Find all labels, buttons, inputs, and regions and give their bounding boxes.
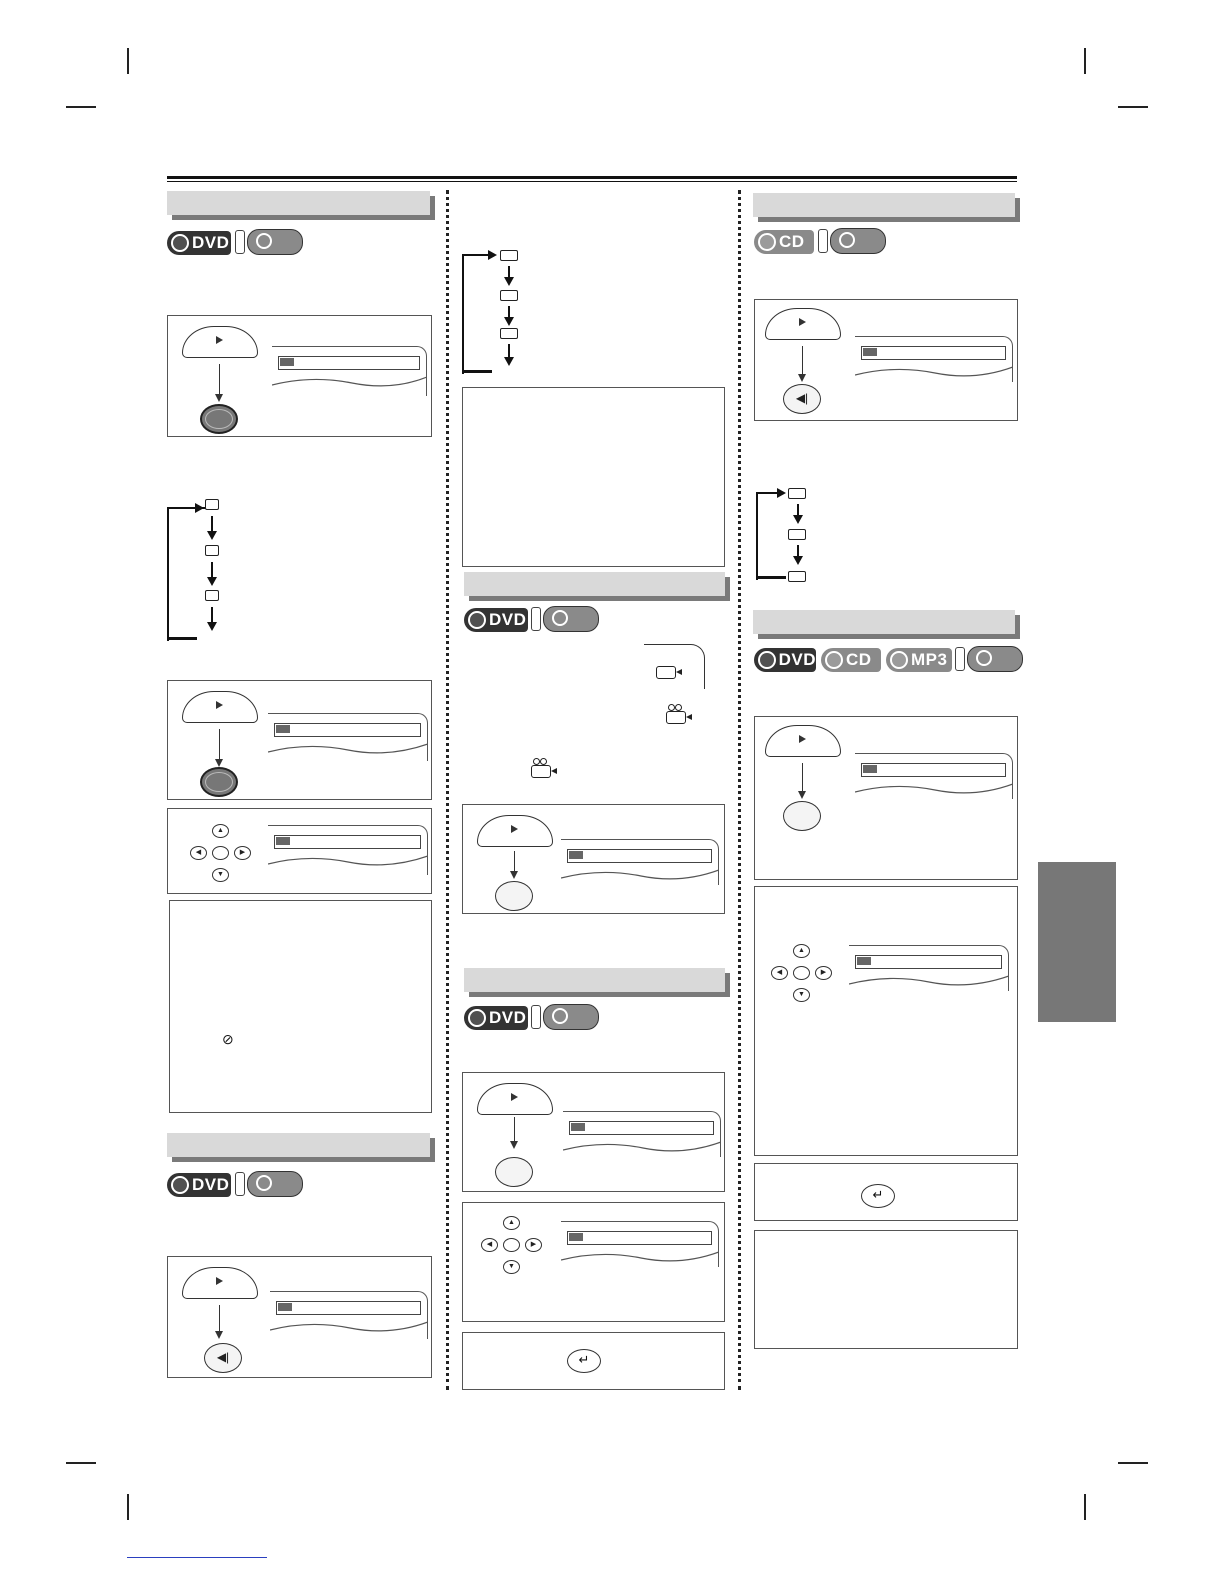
cycle-arrowhead — [777, 488, 786, 498]
prohibited-icon: ⊘ — [222, 1031, 234, 1047]
instruction-panel — [462, 1332, 725, 1390]
osd-screen — [855, 753, 1013, 799]
cursor-pad[interactable] — [180, 819, 260, 889]
cursor-pad[interactable] — [471, 1211, 551, 1281]
flow-arrow — [508, 344, 510, 364]
flow-arrow — [508, 306, 510, 324]
flow-arrow — [219, 1305, 220, 1337]
right-button[interactable]: ▶ — [815, 966, 832, 980]
dvd-badge: DVD — [167, 1173, 231, 1197]
flow-arrow — [211, 562, 213, 584]
dvd-badge: DVD — [754, 648, 816, 672]
angle-button[interactable] — [495, 881, 533, 911]
right-button[interactable]: ▶ — [234, 846, 251, 860]
audio-wave-icon — [788, 529, 806, 540]
subtitle-button[interactable] — [200, 404, 238, 434]
disc-icon — [468, 1009, 486, 1027]
crop-mark — [1118, 1462, 1148, 1464]
crop-mark — [66, 106, 96, 108]
flow-arrow — [797, 545, 799, 563]
camera-angle-icon — [656, 666, 676, 679]
instruction-panel — [462, 804, 725, 914]
section-header-bar — [753, 193, 1015, 217]
disc-icon — [825, 651, 843, 669]
down-button[interactable]: ▼ — [503, 1260, 520, 1274]
crop-mark — [66, 1462, 96, 1464]
cycle-bracket — [167, 507, 209, 641]
menu-icon — [571, 1123, 585, 1131]
flow-arrow — [219, 364, 220, 400]
flow-arrow — [219, 729, 220, 765]
up-button[interactable]: ▲ — [793, 944, 810, 958]
crop-mark — [1084, 1494, 1086, 1520]
crop-mark — [127, 1494, 129, 1520]
remote-control-icon — [531, 1004, 599, 1030]
osd-screen — [272, 346, 427, 396]
section-header-bar — [464, 968, 725, 992]
note-panel — [169, 900, 432, 1113]
mode-icon — [863, 765, 877, 773]
instruction-panel — [754, 716, 1018, 880]
subtitle-icon — [276, 837, 290, 845]
osd-screen — [563, 1111, 721, 1157]
dvd-badge: DVD — [464, 608, 528, 632]
display-button[interactable] — [182, 691, 258, 723]
cycle-arrowhead — [488, 250, 497, 260]
display-button[interactable] — [182, 1267, 258, 1299]
enter-center-button[interactable] — [793, 966, 810, 980]
cycle-bracket-bottom — [167, 637, 197, 640]
remote-control-icon — [818, 228, 886, 254]
remote-control-icon — [955, 646, 1023, 672]
display-button[interactable] — [477, 1083, 553, 1115]
osd-screen — [849, 945, 1009, 991]
return-button[interactable]: ↵ — [861, 1184, 895, 1208]
left-button[interactable]: ◀ — [771, 966, 788, 980]
audio-wave-icon — [500, 328, 518, 339]
osd-screen — [561, 1221, 719, 1267]
section-header-bar — [464, 572, 725, 596]
remote-control-icon — [531, 606, 599, 632]
audio-wave-icon — [500, 250, 518, 261]
cycle-bracket-bottom — [756, 576, 786, 579]
flow-arrow — [211, 607, 213, 629]
instruction-panel — [167, 808, 432, 894]
disc-icon — [890, 651, 908, 669]
audio-button[interactable]: ◀| — [204, 1343, 242, 1373]
remote-control-icon — [235, 1171, 303, 1197]
flow-arrow — [211, 516, 213, 538]
up-button[interactable]: ▲ — [212, 824, 229, 838]
cd-badge: CD — [754, 230, 814, 254]
column-divider — [446, 190, 449, 1390]
cycle-bracket — [756, 492, 782, 580]
crop-mark — [1084, 48, 1086, 74]
mode-button[interactable] — [783, 801, 821, 831]
left-button[interactable]: ◀ — [190, 846, 207, 860]
left-button[interactable]: ◀ — [481, 1238, 498, 1252]
instruction-panel — [167, 315, 432, 437]
subtitle-icon — [205, 545, 219, 556]
display-button[interactable] — [765, 725, 841, 757]
subtitle-icon — [205, 590, 219, 601]
display-button[interactable] — [477, 815, 553, 847]
osd-screen — [268, 825, 428, 875]
subtitle-icon — [280, 358, 294, 366]
audio-wave-icon — [278, 1303, 292, 1311]
section-header-bar — [753, 610, 1015, 634]
instruction-panel — [167, 1256, 432, 1378]
osd-screen — [268, 713, 428, 761]
camera-angle-icon — [666, 711, 686, 724]
top-rule-thin — [167, 181, 1017, 182]
instruction-panel — [462, 1202, 725, 1322]
subtitle-icon — [276, 725, 290, 733]
dvd-badge: DVD — [167, 231, 231, 255]
flow-arrow — [514, 851, 515, 877]
cycle-bracket — [462, 254, 492, 374]
flow-arrow — [508, 266, 510, 284]
camera-angle-icon — [531, 765, 551, 778]
subtitle-button[interactable] — [200, 767, 238, 797]
enter-center-button[interactable] — [212, 846, 229, 860]
disc-icon — [758, 651, 776, 669]
cycle-arrowhead — [195, 503, 204, 513]
crop-mark — [127, 48, 129, 74]
instruction-panel — [754, 299, 1018, 421]
display-button[interactable] — [182, 326, 258, 358]
osd-screen — [270, 1291, 428, 1339]
mode-icon — [857, 957, 871, 965]
audio-wave-icon — [788, 571, 806, 582]
disc-icon — [171, 234, 189, 252]
disc-icon — [758, 233, 776, 251]
note-panel — [754, 1230, 1018, 1349]
flow-arrow — [802, 763, 803, 797]
subtitle-icon — [205, 499, 219, 510]
down-button[interactable]: ▼ — [793, 988, 810, 1002]
cycle-bracket-bottom — [462, 370, 492, 373]
setup-button[interactable] — [495, 1157, 533, 1187]
disc-icon — [171, 1176, 189, 1194]
dvd-badge: DVD — [464, 1006, 528, 1030]
side-tab — [1038, 862, 1116, 1022]
instruction-panel — [462, 1072, 725, 1192]
cd-badge: CD — [821, 648, 881, 672]
display-button[interactable] — [765, 308, 841, 340]
return-button[interactable]: ↵ — [567, 1349, 601, 1373]
enter-center-button[interactable] — [503, 1238, 520, 1252]
audio-wave-icon — [788, 488, 806, 499]
menu-icon — [569, 1233, 583, 1241]
disc-icon — [468, 611, 486, 629]
audio-wave-icon — [500, 290, 518, 301]
flow-arrow — [797, 504, 799, 522]
audio-wave-icon — [863, 348, 877, 356]
audio-button[interactable]: ◀| — [783, 384, 821, 414]
osd-screen — [561, 839, 719, 885]
section-header-bar — [167, 191, 430, 215]
footer-link[interactable] — [127, 1557, 267, 1558]
mp3-badge: MP3 — [886, 648, 952, 672]
up-button[interactable]: ▲ — [503, 1216, 520, 1230]
down-button[interactable]: ▼ — [212, 868, 229, 882]
instruction-panel — [167, 680, 432, 800]
instruction-panel — [754, 1163, 1018, 1221]
top-rule — [167, 176, 1017, 179]
right-button[interactable]: ▶ — [525, 1238, 542, 1252]
flow-arrow — [802, 346, 803, 380]
column-divider — [738, 190, 741, 1390]
section-header-bar — [167, 1133, 430, 1157]
camera-angle-icon — [569, 851, 583, 859]
crop-mark — [1118, 106, 1148, 108]
remote-control-icon — [235, 229, 303, 255]
cursor-pad[interactable] — [761, 939, 841, 1009]
note-panel — [462, 387, 725, 567]
osd-screen — [855, 336, 1013, 382]
instruction-panel — [754, 886, 1018, 1156]
flow-arrow — [514, 1117, 515, 1147]
